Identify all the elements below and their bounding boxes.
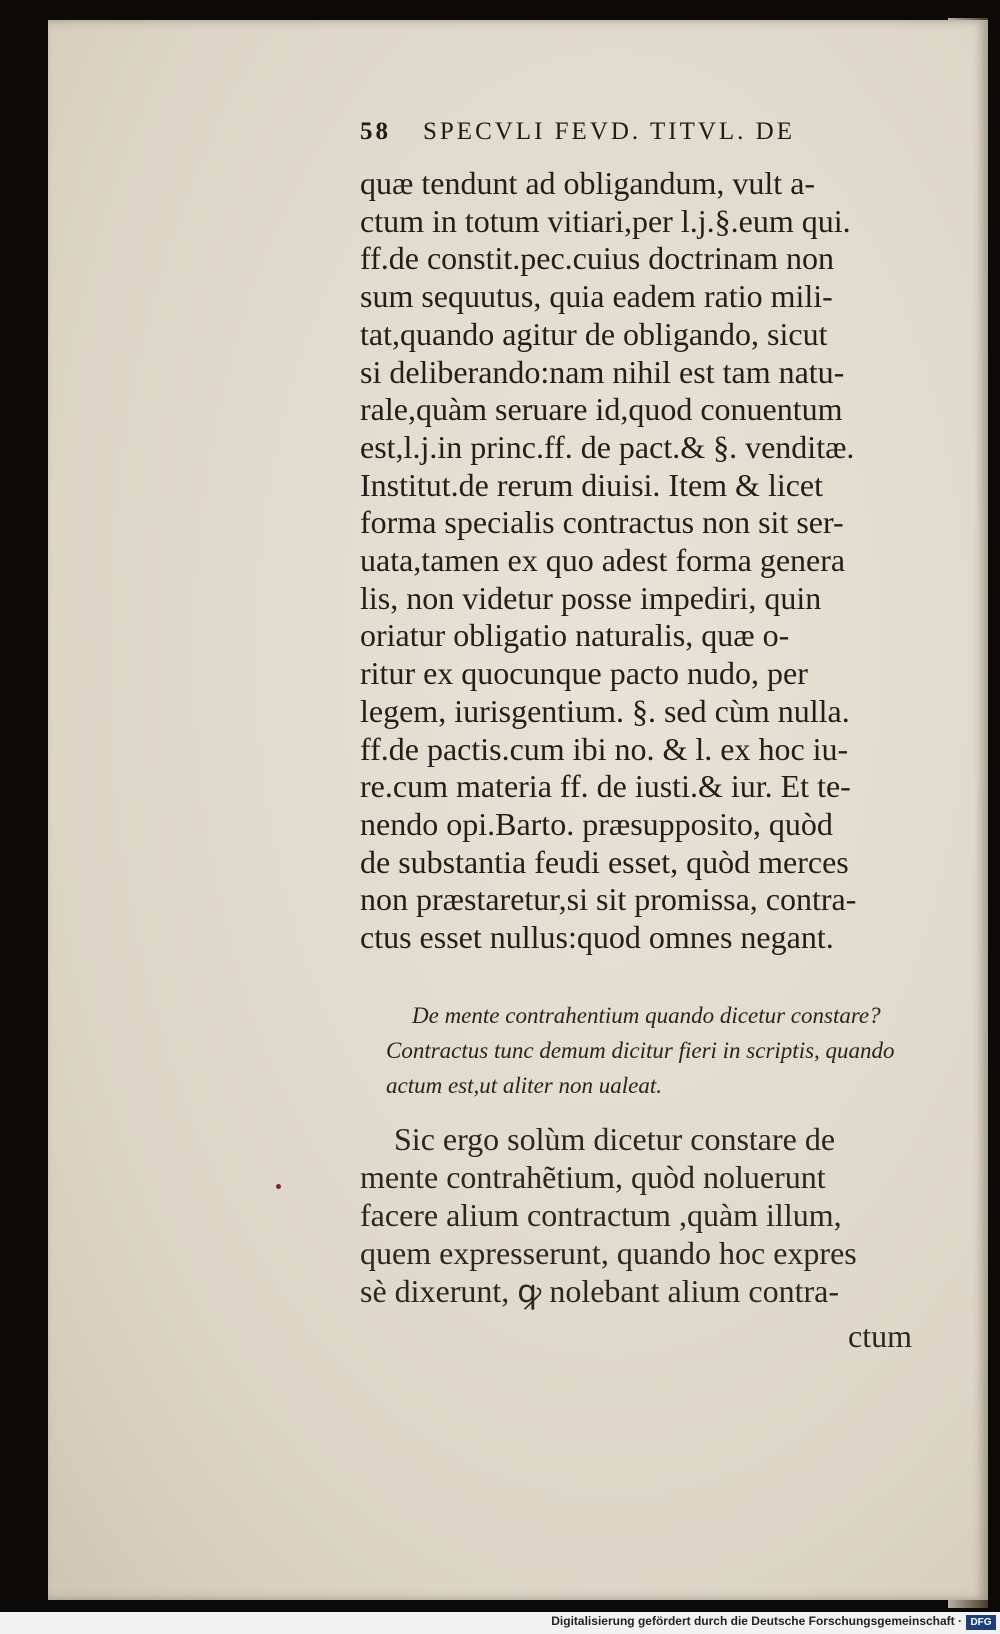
text-line: de substantia feudi esset, quòd merces [360,843,849,880]
catchword: ctum [848,1318,912,1354]
running-title: SPECVLI FEVD. TITVL. DE [423,118,796,145]
text-line: lis, non videtur posse impediri, quin [360,579,822,616]
text-line: oriatur obligatio naturalis, quæ o- [360,617,790,654]
text-line: tat,quando agitur de obligando, sicut [360,315,828,352]
text-line: Sic ergo solùm dicetur constare de [394,1121,836,1157]
page-number: 58 [360,118,391,145]
text-line: forma specialis contractus non sit ser- [360,504,844,541]
text-line: quem expresserunt, quando hoc expres [360,1235,857,1271]
text-line: legem, iurisgentium. §. sed cùm nulla. [360,692,850,729]
ink-speck [276,1184,281,1189]
summary-line: Contractus tunc demum dicitur fieri in scriptis, quando [386,1038,895,1063]
text-line: uata,tamen ex quo adest forma genera [360,542,846,579]
text-line: ff.de constit.pec.cuius doctrinam non [360,240,834,277]
text-line: quæ tendunt ad obligandum, vult a- [360,165,816,201]
text-line: si deliberando:nam nihil est tam natu- [360,353,845,390]
dfg-logo: DFG [966,1615,996,1630]
text-line: rale,quàm seruare id,quod conuentum [360,391,843,428]
text-line: Institut.de rerum diuisi. Item & licet [360,466,824,503]
text-line: sum sequutus, quia eadem ratio mili- [360,278,833,315]
text-line: mente contrahẽtium, quòd noluerunt [360,1159,826,1195]
text-line: ctum in totum vitiari,per l.j.§.eum qui. [360,202,851,239]
main-text-block [360,165,930,957]
text-line: ritur ex quocunque pacto nudo, per [360,655,808,692]
text-line: re.cum materia ff. de iusti.& iur. Et te- [360,768,851,805]
footer-credit: Digitalisierung gefördert durch die Deutsche Forschungsgemeinschaft · [551,1614,962,1628]
marginal-summary [386,998,936,1103]
second-text-block [360,1120,930,1310]
digitization-footer [0,1612,1000,1634]
text-line: sè dixerunt, ꝙ nolebant alium contra- [360,1273,840,1309]
text-line: non præstaretur,si sit promissa, contra- [360,881,857,918]
text-line: facere alium contractum ,quàm illum, [360,1197,842,1233]
text-line: ctus esset nullus:quod omnes negant. [360,919,834,956]
text-line: est,l.j.in princ.ff. de pact.& §. venditæ. [360,428,855,465]
text-line: ff.de pactis.cum ibi no. & l. ex hoc iu- [360,730,849,767]
summary-line: De mente contrahentium quando dicetur constare? [412,1003,881,1028]
running-head [360,118,920,146]
text-line: nendo opi.Barto. præsupposito, quòd [360,805,833,842]
summary-line: actum est,ut aliter non ualeat. [386,1073,662,1098]
